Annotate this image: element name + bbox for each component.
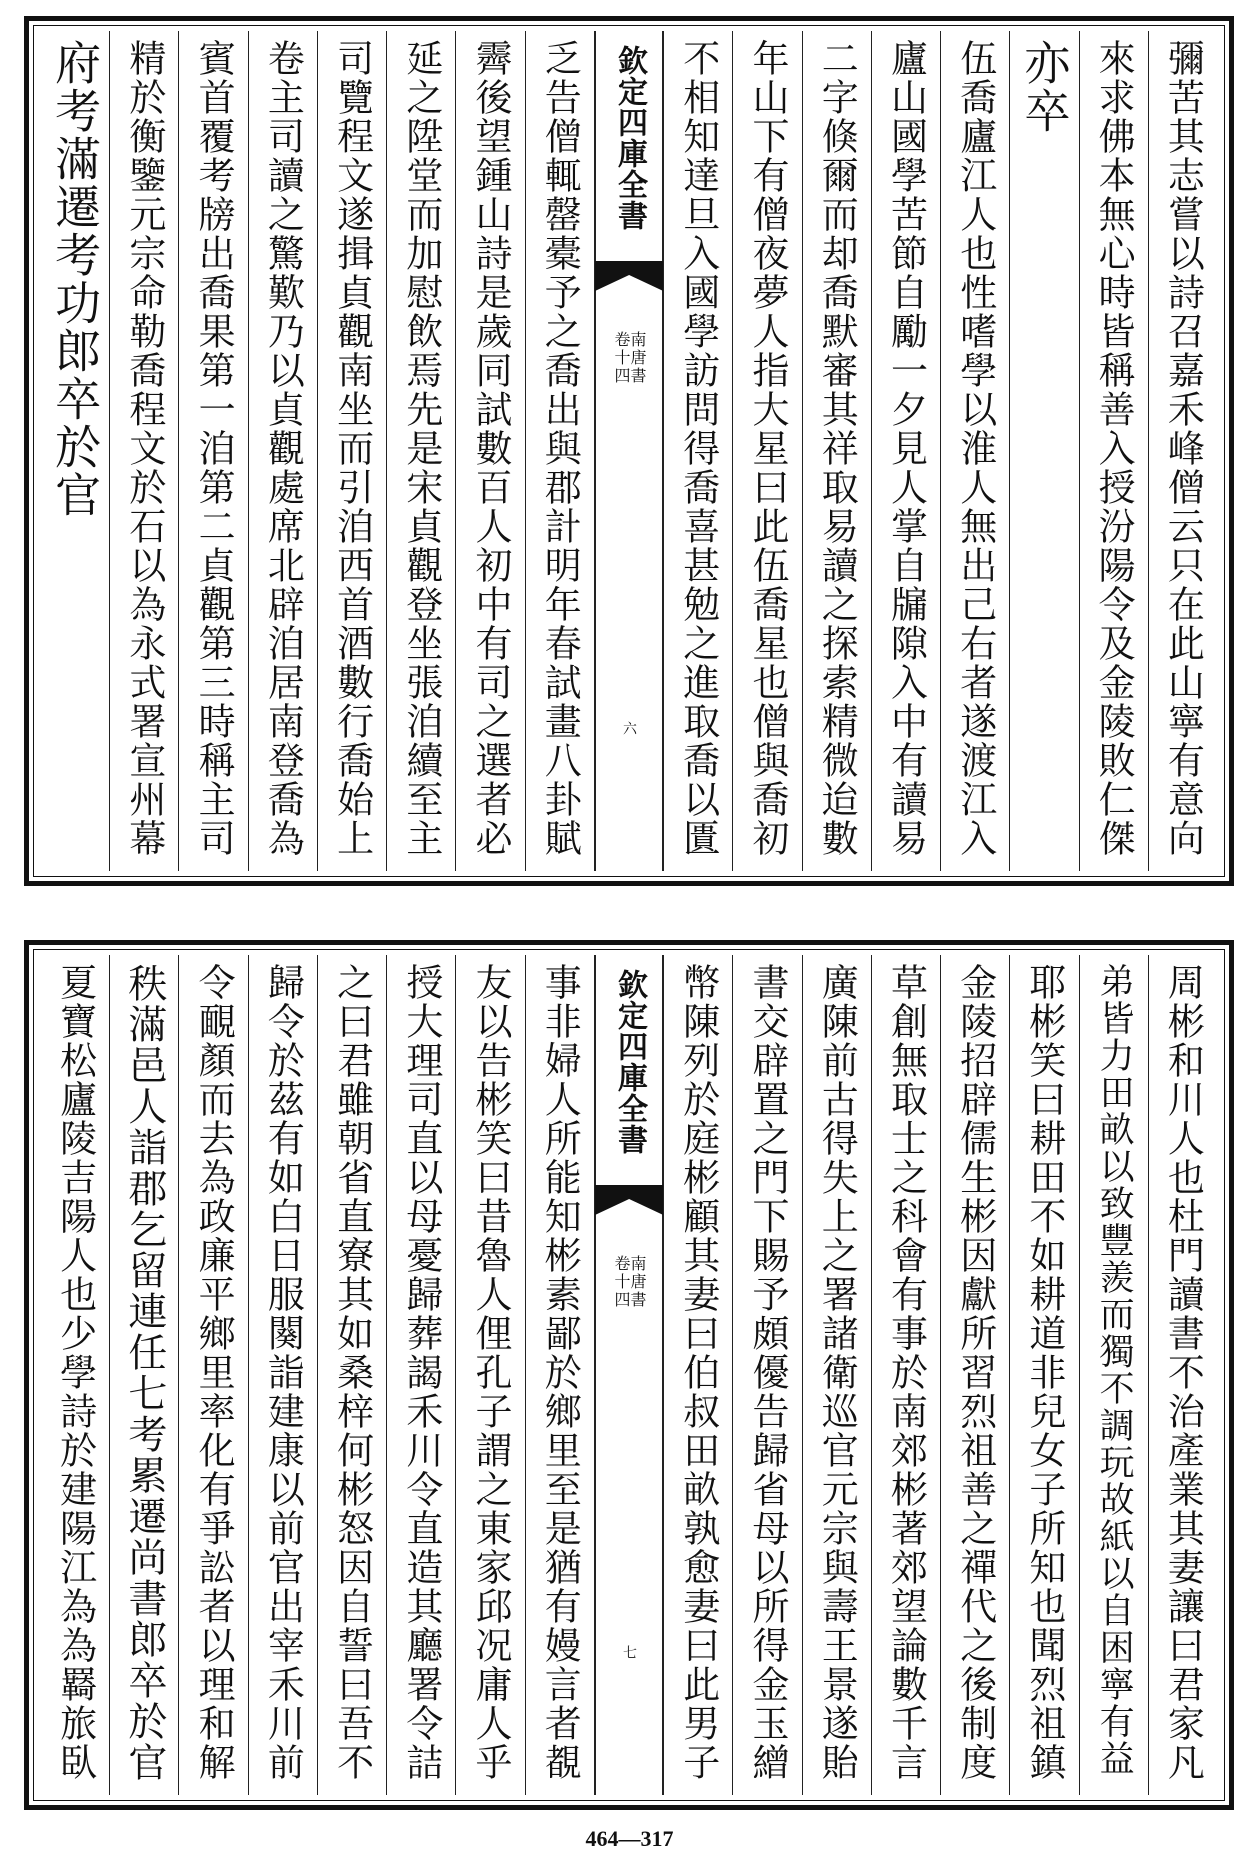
text-column: 精於衡鑒元宗命勒喬程文於石以為永式署宣州幕 xyxy=(109,31,178,871)
book-title: 欽定四庫全書 xyxy=(612,45,647,231)
upper-page-columns xyxy=(41,31,1217,871)
chapter-label: 南唐書 卷十四 xyxy=(612,331,647,385)
text-column: 幣陳列於庭彬顧其妻曰伯叔田畝孰愈妻曰此男子 xyxy=(663,955,732,1795)
text-column: 事非婦人所能知彬素鄙於鄉里至是猶有嫚言者覩 xyxy=(525,955,594,1795)
lower-page-columns xyxy=(41,955,1217,1795)
folio-number: 七 xyxy=(621,1645,637,1661)
text-column: 廣陳前古得失上之署諸衛巡官元宗與壽王景遂貽 xyxy=(802,955,871,1795)
page-number: 464—317 xyxy=(585,1826,674,1851)
text-column: 二字倏爾而却喬默審其祥取易讀之探索精微迨數 xyxy=(802,31,871,871)
text-column: 司覽程文遂揖貞觀南坐而引洎西首酒數行喬始上 xyxy=(317,31,386,871)
folio-number: 六 xyxy=(621,721,637,737)
text-column: 廬山國學苦節自勵一夕見人掌自牖隙入中有讀易 xyxy=(871,31,940,871)
text-column: 秩滿邑人詣郡乞留連任七考累遷尚書郎卒於官 xyxy=(109,955,178,1795)
text-column: 之曰君雖朝省直寮其如桑梓何彬怒因自誓曰吾不 xyxy=(317,955,386,1795)
text-column: 金陵招辟儒生彬因獻所習烈祖善之禪代之後制度 xyxy=(940,955,1009,1795)
text-column: 友以告彬笑曰昔魯人俚孔子謂之東家邱况庸人乎 xyxy=(455,955,524,1795)
lower-page-frame xyxy=(24,940,1234,1810)
text-column: 府考滿遷考功郎卒於官 xyxy=(48,39,103,519)
text-column: 彌苦其志嘗以詩召嘉禾峰僧云只在此山寧有意向 xyxy=(1148,31,1217,871)
fish-tail-mark-icon xyxy=(595,1185,663,1225)
text-column: 周彬和川人也杜門讀書不治產業其妻讓曰君家凡 xyxy=(1148,955,1217,1795)
text-column: 延之陞堂而加慰飲焉先是宋貞觀登坐張洎續至主 xyxy=(386,31,455,871)
text-column: 年山下有僧夜夢人指大星曰此伍喬星也僧與喬初 xyxy=(732,31,801,871)
center-fold-column xyxy=(594,955,663,1795)
fish-tail-mark-icon xyxy=(595,261,663,301)
text-column: 夏寶松廬陵吉陽人也少學詩於建陽江為為羇旅臥 xyxy=(53,963,97,1782)
book-title: 欽定四庫全書 xyxy=(612,969,647,1155)
text-column: 弟皆力田畝以致豐羨而獨不調玩故紙以自困寧有益 xyxy=(1079,955,1148,1795)
text-column: 霽後望鍾山詩是歲同試數百人初中有司之選者必 xyxy=(455,31,524,871)
text-column: 亦卒 xyxy=(1009,31,1078,871)
text-column: 伍喬廬江人也性嗜學以淮人無出己右者遂渡江入 xyxy=(940,31,1009,871)
text-column: 不相知達旦入國學訪問得喬喜甚勉之進取喬以匱 xyxy=(663,31,732,871)
text-column: 令靦顏而去為政廉平鄉里率化有爭訟者以理和解 xyxy=(178,955,247,1795)
text-column: 授大理司直以母憂歸葬謁禾川令直造其廳署令詰 xyxy=(386,955,455,1795)
center-fold-column xyxy=(594,31,663,871)
upper-page-frame xyxy=(24,16,1234,886)
text-column: 卷主司讀之驚歎乃以貞觀處席北辟洎居南登喬為 xyxy=(248,31,317,871)
text-column: 書交辟置之門下賜予頗優告歸省母以所得金玉繒 xyxy=(732,955,801,1795)
chapter-label: 南唐書 卷十四 xyxy=(612,1255,647,1309)
text-column: 耶彬笑曰耕田不如耕道非兒女子所知也聞烈祖鎮 xyxy=(1009,955,1078,1795)
text-column: 賓首覆考牓出喬果第一洎第二貞觀第三時稱主司 xyxy=(178,31,247,871)
text-column: 乏告僧輒罄橐予之喬出與郡計明年春試畫八卦賦 xyxy=(525,31,594,871)
text-column: 草創無取士之科會有事於南郊彬著郊望論數千言 xyxy=(871,955,940,1795)
text-column: 歸令於茲有如白日服闋詣建康以前官出宰禾川前 xyxy=(248,955,317,1795)
text-column: 來求佛本無心時皆稱善入授汾陽令及金陵敗仁傑 xyxy=(1079,31,1148,871)
